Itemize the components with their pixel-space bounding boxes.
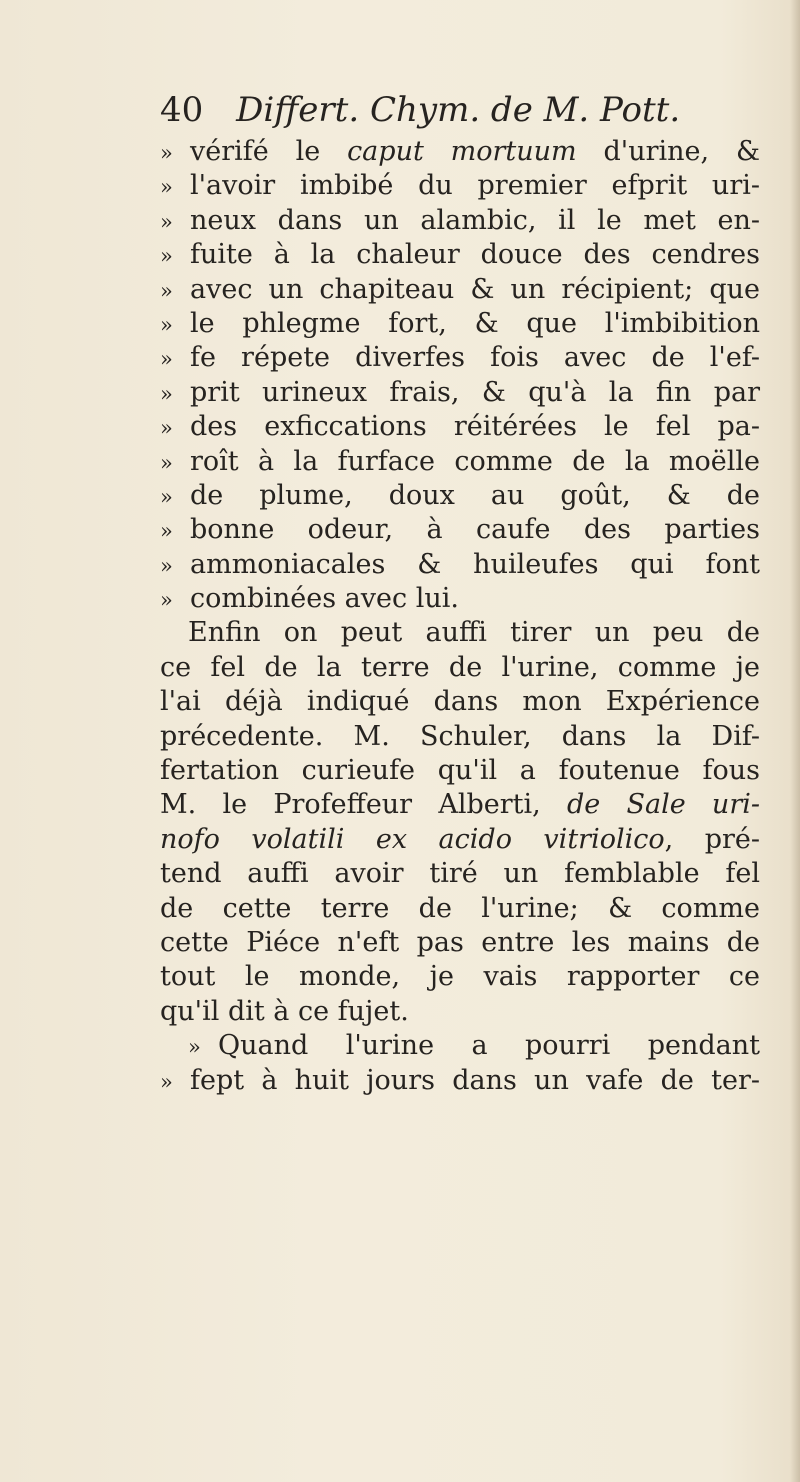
text-segment: précedente. M. Schuler, dans la Dif-: [160, 720, 760, 752]
running-header: [160, 88, 720, 132]
text-line: [160, 926, 760, 960]
quote-mark: »: [160, 347, 173, 372]
text-segment: Quand l'urine a pourri pendant: [218, 1030, 760, 1062]
text-segment: roît à la furface comme de la moëlle: [190, 445, 760, 477]
page-number: 40: [160, 90, 204, 130]
text-segment: Enfin on peut auffi tirer un peu de: [188, 617, 760, 649]
text-line: [160, 445, 760, 479]
italic-segment: caput mortuum: [347, 136, 577, 167]
text-segment: avec un chapiteau & un récipient; que: [190, 273, 760, 305]
quote-mark: »: [160, 278, 173, 303]
text-line: [160, 823, 760, 857]
text-line: [160, 857, 760, 891]
quote-mark: »: [160, 519, 173, 544]
text-segment: bonne odeur, à caufe des parties: [190, 514, 760, 546]
text-line: [160, 754, 760, 788]
text-line: [160, 410, 760, 444]
text-line: [160, 273, 760, 307]
quote-mark: »: [160, 141, 173, 165]
text-segment: cette Piéce n'eft pas entre les mains de: [160, 926, 760, 958]
text-line: [160, 376, 760, 410]
text-line: [160, 651, 760, 685]
text-segment: fept à huit jours dans un vafe de ter-: [190, 1064, 760, 1096]
text-line: [160, 1029, 760, 1063]
text-line: [160, 685, 760, 719]
quote-mark: »: [160, 312, 173, 337]
page-edge-shadow: [790, 0, 800, 1482]
text-segment: prit urineux frais, & qu'à la fin par: [190, 376, 760, 408]
text-line: [160, 513, 760, 547]
text-segment: de cette terre de l'urine; & comme: [160, 892, 760, 924]
text-segment: de plume, doux au goût, & de: [190, 479, 760, 511]
quote-mark: »: [160, 1069, 173, 1094]
quote-mark: »: [160, 588, 173, 613]
text-line: [160, 341, 760, 375]
quote-mark: »: [160, 553, 173, 578]
quote-mark: »: [188, 1035, 201, 1060]
text-segment: neux dans un alambic, il le met en-: [190, 204, 760, 236]
running-title: Differt. Chym. de M. Pott.: [236, 90, 681, 130]
quote-mark: »: [160, 381, 173, 406]
text-line: [160, 960, 760, 994]
quote-mark: »: [160, 484, 173, 509]
text-line: [160, 204, 760, 238]
text-segment: l'ai déjà indiqué dans mon Expérience: [160, 686, 760, 718]
text-segment: fuite à la chaleur douce des cendres: [190, 239, 760, 271]
text-line: [160, 616, 760, 650]
text-segment: vérifé le: [190, 136, 348, 167]
italic-segment: nofo volatili ex acido vitriolico: [160, 823, 665, 855]
text-line: [160, 135, 760, 169]
text-line: [160, 788, 760, 822]
quote-mark: »: [160, 175, 173, 200]
text-line: [160, 479, 760, 513]
text-segment: , pré-: [664, 823, 760, 855]
text-line: [160, 307, 760, 341]
text-segment: fertation curieufe qu'il a foutenue fous: [160, 755, 760, 787]
text-segment: combinées avec lui.: [190, 583, 459, 615]
text-line: [160, 548, 760, 582]
text-segment: qu'il dit à ce fujet.: [160, 995, 409, 1027]
text-line: [160, 720, 760, 754]
text-segment: tend auffi avoir tiré un femblable fel: [160, 858, 760, 890]
text-segment: ammoniacales & huileufes qui font: [190, 548, 760, 580]
text-line: [160, 892, 760, 926]
quote-mark: »: [160, 244, 173, 269]
text-line: [160, 995, 760, 1029]
text-line: [160, 582, 760, 616]
quote-mark: »: [160, 209, 173, 234]
quote-mark: »: [160, 450, 173, 475]
quote-mark: »: [160, 416, 173, 441]
text-segment: des exficcations réitérées le fel pa-: [190, 411, 760, 443]
text-segment: l'avoir imbibé du premier efprit uri-: [190, 170, 760, 202]
body-text: [160, 135, 760, 1098]
text-line: [160, 238, 760, 272]
text-segment: fe répete diverfes fois avec de l'ef-: [190, 342, 760, 374]
text-segment: tout le monde, je vais rapporter ce: [160, 961, 760, 993]
italic-segment: de Sale uri-: [566, 789, 760, 821]
text-segment: M. le Profeffeur Alberti,: [160, 789, 567, 821]
text-segment: le phlegme fort, & que l'imbibition: [190, 307, 760, 339]
text-line: [160, 1064, 760, 1098]
text-segment: d'urine, &: [576, 136, 760, 167]
text-segment: ce fel de la terre de l'urine, comme je: [160, 651, 760, 683]
text-line: [160, 169, 760, 203]
